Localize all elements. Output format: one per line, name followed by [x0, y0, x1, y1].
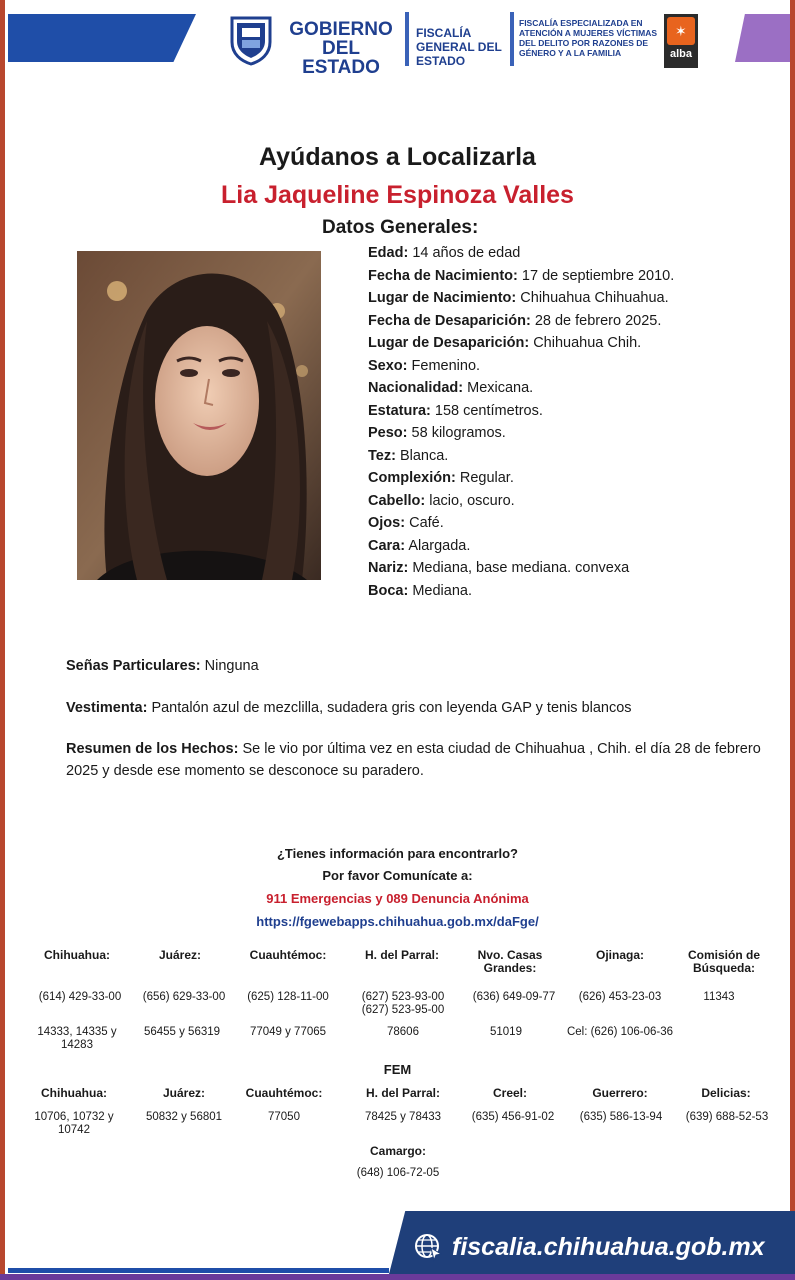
- header-purple-band: [735, 14, 790, 62]
- datos-row: Lugar de Nacimiento: Chihuahua Chihuahua.: [368, 290, 669, 306]
- resumen-hechos: Resumen de los Hechos: Se le vio por última vez en esta ciudad de Chihuahua , Chih. el día 28 de febrero 2025 y desde ese momento se desconoce su paradero.: [66, 741, 761, 779]
- office-city: Nvo. Casas Grandes:: [477, 948, 543, 975]
- emergency-numbers: 911 Emergencias y 089 Denuncia Anónima: [266, 891, 529, 906]
- fem-value: 50832 y 56801: [145, 1111, 223, 1123]
- fiscalia-title: FISCALÍA GENERAL DEL ESTADO: [416, 26, 502, 68]
- office-ext: 77049 y 77065: [249, 1026, 327, 1038]
- fem-value: (635) 586-13-94: [579, 1111, 663, 1123]
- person-photo: [77, 251, 321, 580]
- state-seal-icon: [228, 14, 274, 66]
- senas-particulares: Señas Particulares: Ninguna: [66, 658, 259, 674]
- frame-bottom: [0, 1274, 795, 1280]
- alba-logo: ✶ alba: [664, 14, 698, 68]
- datos-row: Complexión: Regular.: [368, 470, 514, 486]
- datos-row: Boca: Mediana.: [368, 582, 472, 599]
- fem-value: (639) 688-52-53: [685, 1111, 769, 1123]
- fem-value: 10706, 10732 y 10742: [34, 1111, 114, 1136]
- datos-row: Tez: Blanca.: [368, 447, 449, 464]
- fem-value: 78425 y 78433: [364, 1111, 442, 1123]
- footer-blue-line: [8, 1268, 389, 1273]
- fem-city: Cuauhtémoc:: [245, 1086, 323, 1100]
- datos-row: Nacionalidad: Mexicana.: [368, 380, 534, 396]
- office-ext: Cel: (626) 106-06-36: [566, 1026, 674, 1038]
- fem-city: Chihuahua:: [41, 1086, 107, 1100]
- person-name: Lia Jaqueline Espinoza Valles: [221, 181, 574, 209]
- office-phone: (614) 429-33-00: [38, 991, 122, 1003]
- datos-row: Cabello: lacio, oscuro.: [368, 492, 515, 509]
- office-phone: 11343: [703, 991, 735, 1003]
- office-phone: (656) 629-33-00: [142, 991, 226, 1003]
- office-city: H. del Parral:: [364, 948, 440, 962]
- gobierno-title: GOBIERNO DEL ESTADO: [289, 19, 393, 78]
- office-phone: (636) 649-09-77: [472, 991, 556, 1003]
- globe-cursor-icon: [413, 1232, 443, 1262]
- office-ext: 51019: [490, 1026, 522, 1038]
- datos-heading: Datos Generales:: [322, 217, 479, 238]
- datos-row: Fecha de Desaparición: 28 de febrero 2025.: [368, 312, 662, 329]
- office-phone: (625) 128-11-00: [247, 991, 329, 1003]
- fem-value: (635) 456-91-02: [471, 1111, 555, 1123]
- office-city: Comisión de Búsqueda:: [687, 948, 760, 975]
- page-title: Ayúdanos a Localizarla: [259, 143, 536, 171]
- fem-city: Guerrero:: [592, 1086, 648, 1100]
- contact-please: Por favor Comunícate a:: [322, 868, 473, 883]
- report-url[interactable]: https://fgewebapps.chihuahua.gob.mx/daFge/: [256, 914, 539, 929]
- fiscalia-especializada-title: FISCALÍA ESPECIALIZADA EN ATENCIÓN A MUJERES VÍCTIMAS DEL DELITO POR RAZONES DE GÉNERO Y A LA FAMILIA: [519, 18, 658, 58]
- camargo-phone: (648) 106-72-05: [356, 1167, 440, 1179]
- alba-label: alba: [669, 48, 692, 60]
- office-ext: 78606: [387, 1026, 419, 1038]
- datos-list: [368, 242, 674, 602]
- datos-row: Edad: 14 años de edad: [368, 245, 521, 261]
- camargo-city: Camargo:: [369, 1144, 426, 1158]
- datos-row: Lugar de Desaparición: Chihuahua Chih.: [368, 335, 642, 351]
- header-blue-band: [8, 14, 196, 62]
- office-ext: 14333, 14335 y 14283: [37, 1026, 117, 1051]
- datos-row: Cara: Alargada.: [368, 537, 471, 554]
- header-divider: [405, 12, 409, 66]
- datos-row: Peso: 58 kilogramos.: [368, 425, 506, 441]
- datos-row: Nariz: Mediana, base mediana. convexa: [368, 560, 630, 576]
- fem-value: 77050: [268, 1111, 300, 1123]
- office-city: Cuauhtémoc:: [249, 948, 327, 962]
- datos-row: Ojos: Café.: [368, 515, 444, 531]
- office-ext: 56455 y 56319: [143, 1026, 221, 1038]
- fem-city: H. del Parral:: [365, 1086, 441, 1100]
- office-phone: (627) 523-93-00 (627) 523-95-00: [361, 991, 445, 1016]
- fem-city: Juárez:: [162, 1086, 206, 1100]
- office-city: Chihuahua:: [44, 948, 110, 962]
- fem-city: Creel:: [492, 1086, 527, 1100]
- datos-row: Sexo: Femenino.: [368, 357, 481, 374]
- footer-url[interactable]: fiscalia.chihuahua.gob.mx: [452, 1233, 765, 1261]
- office-city: Juárez:: [158, 948, 202, 962]
- office-phone: (626) 453-23-03: [578, 991, 662, 1003]
- fem-city: Delicias:: [701, 1086, 751, 1100]
- office-city: Ojinaga:: [595, 948, 644, 962]
- vestimenta: Vestimenta: Pantalón azul de mezclilla, sudadera gris con leyenda GAP y tenis blancos: [66, 700, 632, 716]
- datos-row: Estatura: 158 centímetros.: [368, 402, 543, 419]
- header-divider: [510, 12, 514, 66]
- datos-row: Fecha de Nacimiento: 17 de septiembre 2010.: [368, 267, 675, 284]
- contact-question: ¿Tienes información para encontrarlo?: [276, 846, 519, 861]
- fem-heading: FEM: [383, 1062, 412, 1077]
